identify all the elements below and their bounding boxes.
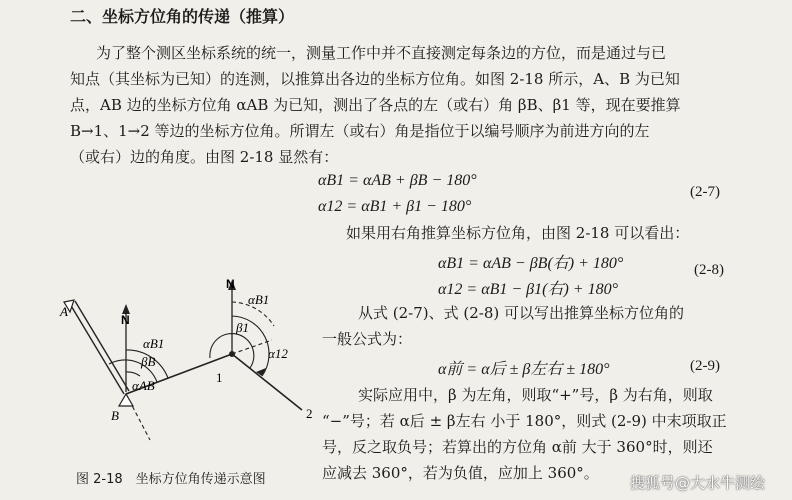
label-point-2: 2 bbox=[306, 406, 313, 421]
general-formula-intro-2: 一般公式为： bbox=[322, 330, 413, 348]
watermark-text: 搜狐号@大水牛测绘 bbox=[630, 474, 766, 492]
general-formula-intro-1: 从式 (2-7)、式 (2-8) 可以写出推算坐标方位角的 bbox=[358, 304, 685, 322]
point-B-marker-icon bbox=[119, 394, 133, 406]
equation-2-7-b: α12 = αB1 + β1 − 180° bbox=[318, 198, 472, 215]
equation-2-9: α前 = α后 ± β左右 ± 180° bbox=[438, 361, 610, 378]
side-AB-line-1 bbox=[70, 304, 124, 394]
label-N-right: N bbox=[226, 277, 235, 291]
side-12-line bbox=[232, 354, 302, 410]
label-alpha-B1-left: αB1 bbox=[143, 336, 165, 351]
paragraph2-line-1: 实际应用中，β 为左角，则取“+”号，β 为右角，则取 bbox=[358, 386, 713, 404]
label-alpha-B1-right: αB1 bbox=[248, 292, 270, 307]
paragraph2-line-3: 号，反之取负号；若算出的方位角 α前 大于 360°时，则还 bbox=[322, 438, 713, 456]
equation-number-2-7: (2-7) bbox=[690, 184, 720, 200]
label-point-1: 1 bbox=[216, 370, 223, 385]
azimuth-transfer-diagram bbox=[0, 0, 340, 470]
paragraph1-line-5: （或右）边的角度。由图 2-18 显然有： bbox=[70, 148, 339, 166]
label-alpha-12: α12 bbox=[268, 346, 288, 361]
equation-2-8-a: αB1 = αAB − βB(右) + 180° bbox=[438, 255, 624, 272]
figure-caption: 图 2-18 坐标方位角传递示意图 bbox=[76, 472, 266, 487]
label-alpha-AB: αAB bbox=[132, 378, 155, 393]
label-A: A bbox=[60, 304, 68, 319]
right-angle-intro: 如果用右角推算坐标方位角，由图 2-18 可以看出： bbox=[346, 224, 690, 242]
equation-number-2-9: (2-9) bbox=[690, 358, 720, 374]
section-heading: 二、坐标方位角的传递（推算） bbox=[70, 7, 295, 26]
paragraph2-line-4: 应减去 360°，若为负值，应加上 360°。 bbox=[322, 464, 599, 482]
point-1-marker-icon bbox=[229, 351, 235, 357]
paragraph1-line-3: 点，AB 边的坐标方位角 αAB 为已知，测出了各点的左（或右）角 βB、β1 等，现在要推算 bbox=[70, 96, 681, 114]
equation-2-8-b: α12 = αB1 − β1(右) + 180° bbox=[438, 281, 618, 298]
paragraph1-line-4: B→1、1→2 等边的坐标方位角。所谓左（或右）角是指位于以编号顺序为前进方向的左 bbox=[70, 122, 650, 140]
arc-alpha-AB bbox=[126, 372, 140, 376]
paragraph2-line-2: “−”号；若 α后 ± β左右 小于 180°，则式 (2-9) 中末项取正 bbox=[322, 412, 727, 430]
equation-2-7-a: αB1 = αAB + βB − 180° bbox=[318, 172, 477, 189]
label-beta-1: β1 bbox=[236, 320, 249, 335]
label-B: B bbox=[111, 408, 119, 423]
equation-number-2-8: (2-8) bbox=[694, 262, 724, 278]
paragraph1-line-2: 知点（其坐标为已知）的连测，以推算出各边的坐标方位角。如图 2-18 所示，A、B 为已知 bbox=[70, 70, 680, 88]
label-beta-B: βB bbox=[141, 354, 156, 369]
paragraph1-line-1: 为了整个测区坐标系统的统一，测量工作中并不直接测定每条边的方位，而是通过与已 bbox=[96, 44, 667, 62]
label-N-left: N bbox=[121, 313, 130, 327]
